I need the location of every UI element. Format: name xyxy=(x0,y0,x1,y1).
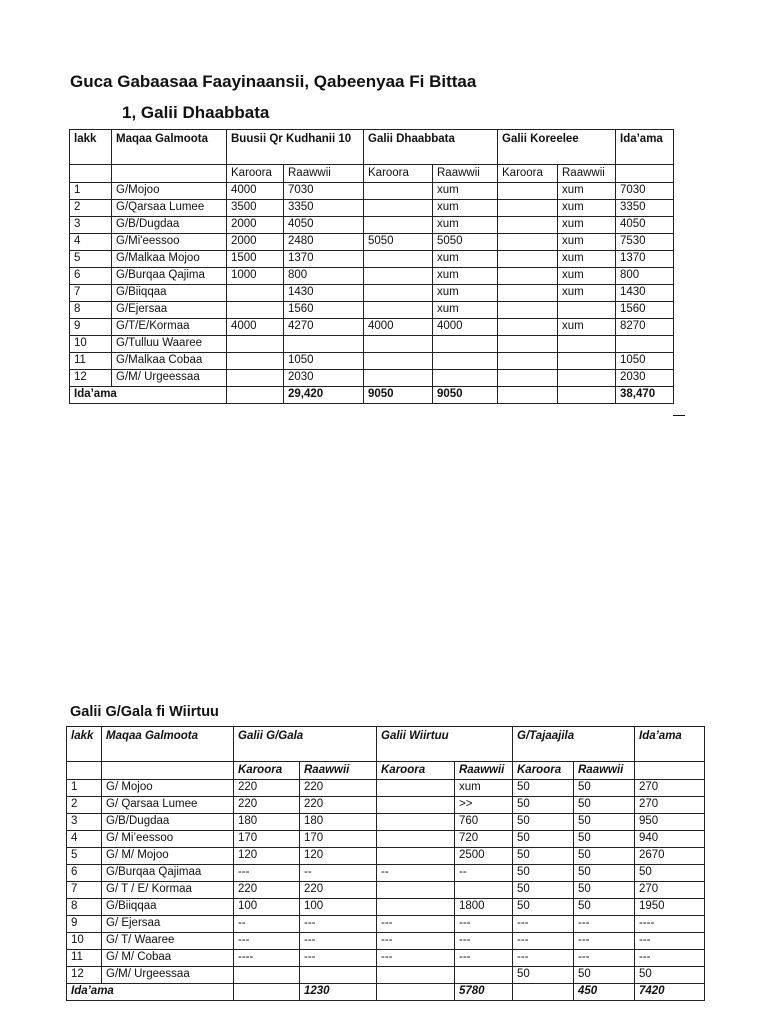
table-row xyxy=(67,950,705,967)
table-cell: --- xyxy=(574,916,635,933)
table-cell: 1000 xyxy=(227,268,284,285)
table-cell xyxy=(498,387,558,404)
row-number-cell: 10 xyxy=(70,336,112,353)
table-cell: 120 xyxy=(300,848,377,865)
total-label: Ida’ama xyxy=(70,387,227,404)
subheader-cell: Karoora xyxy=(498,165,558,183)
table-cell xyxy=(498,251,558,268)
office-name-cell: G/Mi'eessoo xyxy=(112,234,227,251)
table-cell xyxy=(498,353,558,370)
subheader-cell: Raawwii xyxy=(284,165,364,183)
table-cell xyxy=(364,370,433,387)
table-cell: 50 xyxy=(513,882,574,899)
table-row xyxy=(70,217,674,234)
table-cell xyxy=(498,268,558,285)
table-cell: --- xyxy=(455,916,513,933)
row-number-cell: 7 xyxy=(67,882,102,899)
table-cell xyxy=(227,302,284,319)
table-row xyxy=(70,268,674,285)
table-cell xyxy=(455,882,513,899)
table-cell: 220 xyxy=(300,797,377,814)
row-number-cell: 11 xyxy=(67,950,102,967)
table-cell: 450 xyxy=(574,984,635,1001)
header-cell: Ida’ama xyxy=(616,130,674,165)
table-cell: 4050 xyxy=(616,217,674,234)
income-table xyxy=(66,726,705,1001)
row-number-cell: 5 xyxy=(67,848,102,865)
table-cell: 7030 xyxy=(284,183,364,200)
table-cell: 50 xyxy=(574,780,635,797)
table-row xyxy=(67,831,705,848)
table-cell xyxy=(377,967,455,984)
table-cell: 760 xyxy=(455,814,513,831)
header-cell: Galii Wiirtuu xyxy=(377,727,513,762)
table-cell: 2480 xyxy=(284,234,364,251)
table-cell: --- xyxy=(300,933,377,950)
table-cell: 800 xyxy=(284,268,364,285)
table-subheader-row xyxy=(67,762,705,780)
office-name-cell: G/ M/ Cobaa xyxy=(102,950,234,967)
table-cell: 38,470 xyxy=(616,387,674,404)
table-cell xyxy=(558,302,616,319)
table-cell xyxy=(364,353,433,370)
header-cell: Maqaa Galmoota xyxy=(112,130,227,165)
table-cell xyxy=(227,387,284,404)
table-cell xyxy=(498,183,558,200)
table-cell: 800 xyxy=(616,268,674,285)
row-number-cell: 3 xyxy=(67,814,102,831)
table-row xyxy=(70,200,674,217)
table-cell xyxy=(284,336,364,353)
table-cell: 50 xyxy=(574,899,635,916)
table-cell: --- xyxy=(513,916,574,933)
row-number-cell: 11 xyxy=(70,353,112,370)
section-subtitle: 1, Galii Dhaabbata xyxy=(122,103,270,122)
table-cell: 2500 xyxy=(455,848,513,865)
table-cell: 220 xyxy=(300,780,377,797)
table-cell: xum xyxy=(433,217,498,234)
table-cell: 4270 xyxy=(284,319,364,336)
table-cell xyxy=(377,899,455,916)
table-row xyxy=(67,882,705,899)
table-cell: 2030 xyxy=(284,370,364,387)
table-cell xyxy=(364,217,433,234)
subheader-cell: Raawwii xyxy=(558,165,616,183)
table-cell: --- xyxy=(377,950,455,967)
office-name-cell: G/ T/ Waaree xyxy=(102,933,234,950)
row-number-cell: 4 xyxy=(70,234,112,251)
header-cell: Buusii Qr Kudhanii 10 xyxy=(227,130,364,165)
table-row xyxy=(70,336,674,353)
table-cell: 270 xyxy=(635,797,705,814)
table-cell: 9050 xyxy=(433,387,498,404)
section2-title: Galii G/Gala fi Wiirtuu xyxy=(70,704,219,720)
table-cell xyxy=(364,251,433,268)
table-cell: 120 xyxy=(234,848,300,865)
subheader-cell: Raawwii xyxy=(455,762,513,780)
table-cell: 940 xyxy=(635,831,705,848)
table-cell xyxy=(498,234,558,251)
office-name-cell: G/ M/ Mojoo xyxy=(102,848,234,865)
header-cell: Galii Dhaabbata xyxy=(364,130,498,165)
subheader-cell: Karoora xyxy=(234,762,300,780)
table-cell: 220 xyxy=(234,882,300,899)
table-cell xyxy=(498,302,558,319)
table-cell: --- xyxy=(574,950,635,967)
table-cell: 2030 xyxy=(616,370,674,387)
table-cell: 50 xyxy=(513,967,574,984)
table-cell: xum xyxy=(558,268,616,285)
table-cell: xum xyxy=(558,251,616,268)
subheader-cell: Karoora xyxy=(513,762,574,780)
row-number-cell: 12 xyxy=(70,370,112,387)
office-name-cell: G/ Mi’eessoo xyxy=(102,831,234,848)
table-cell: 4000 xyxy=(364,319,433,336)
office-name-cell: G/ Qarsaa Lumee xyxy=(102,797,234,814)
table-cell xyxy=(377,780,455,797)
table-row xyxy=(70,251,674,268)
table-cell: 50 xyxy=(513,899,574,916)
table-cell: 2000 xyxy=(227,234,284,251)
row-number-cell: 8 xyxy=(70,302,112,319)
table-cell: xum xyxy=(433,302,498,319)
header-cell xyxy=(102,762,234,780)
subheader-cell: Karoora xyxy=(377,762,455,780)
table-cell xyxy=(377,797,455,814)
table-cell xyxy=(377,984,455,1001)
table-cell: 100 xyxy=(300,899,377,916)
table-cell: 5780 xyxy=(455,984,513,1001)
table-cell: ---- xyxy=(635,916,705,933)
table-header-row xyxy=(70,130,674,165)
subheader-cell: Raawwii xyxy=(433,165,498,183)
table-cell: 50 xyxy=(513,865,574,882)
table-cell: 220 xyxy=(234,797,300,814)
table-cell xyxy=(498,217,558,234)
row-number-cell: 8 xyxy=(67,899,102,916)
table-cell xyxy=(513,984,574,1001)
table-cell xyxy=(227,370,284,387)
table-cell: 7530 xyxy=(616,234,674,251)
table-cell: --- xyxy=(234,933,300,950)
header-cell xyxy=(70,165,112,183)
table-cell: 180 xyxy=(300,814,377,831)
table-cell: 4000 xyxy=(227,183,284,200)
table-cell: 50 xyxy=(574,814,635,831)
table-row xyxy=(70,353,674,370)
table-cell xyxy=(364,200,433,217)
office-name-cell: G/Burqaa Qajima xyxy=(112,268,227,285)
table-cell: xum xyxy=(433,183,498,200)
header-cell xyxy=(112,165,227,183)
table-cell: 7420 xyxy=(635,984,705,1001)
office-name-cell: G/Tulluu Waaree xyxy=(112,336,227,353)
subheader-cell: Karoora xyxy=(227,165,284,183)
table-cell: 1370 xyxy=(284,251,364,268)
table-cell: 3350 xyxy=(284,200,364,217)
table-cell: 50 xyxy=(574,848,635,865)
table-row xyxy=(67,967,705,984)
revenue-table xyxy=(69,129,674,404)
office-name-cell: G/Ejersaa xyxy=(112,302,227,319)
table-row xyxy=(67,916,705,933)
table-cell: xum xyxy=(433,251,498,268)
table-row xyxy=(67,797,705,814)
table-row xyxy=(67,780,705,797)
table-cell xyxy=(364,268,433,285)
row-number-cell: 2 xyxy=(70,200,112,217)
table-cell: --- xyxy=(635,950,705,967)
table-cell xyxy=(455,967,513,984)
office-name-cell: G/Biiqqaa xyxy=(102,899,234,916)
table-cell xyxy=(498,336,558,353)
table-cell: 50 xyxy=(574,967,635,984)
row-number-cell: 5 xyxy=(70,251,112,268)
table-cell: 170 xyxy=(300,831,377,848)
table-cell xyxy=(364,183,433,200)
table-cell: 1560 xyxy=(284,302,364,319)
office-name-cell: G/Malkaa Mojoo xyxy=(112,251,227,268)
header-cell xyxy=(635,762,705,780)
office-name-cell: G/ Mojoo xyxy=(102,780,234,797)
table-cell xyxy=(364,285,433,302)
subheader-cell: Raawwii xyxy=(300,762,377,780)
table-cell xyxy=(558,336,616,353)
table-cell: -- xyxy=(300,865,377,882)
table-cell xyxy=(377,848,455,865)
table-row xyxy=(67,848,705,865)
table-cell: 50 xyxy=(513,797,574,814)
table-cell: 220 xyxy=(300,882,377,899)
row-number-cell: 1 xyxy=(67,780,102,797)
table-cell: 50 xyxy=(635,865,705,882)
header-cell: G/Tajaajila xyxy=(513,727,635,762)
table-cell: xum xyxy=(433,285,498,302)
header-cell: lakk xyxy=(70,130,112,165)
table-cell: 270 xyxy=(635,882,705,899)
table-cell xyxy=(377,882,455,899)
table-cell: 50 xyxy=(513,831,574,848)
row-number-cell: 9 xyxy=(70,319,112,336)
table-cell xyxy=(433,336,498,353)
table-cell: xum xyxy=(558,217,616,234)
table-cell: 1050 xyxy=(616,353,674,370)
row-number-cell: 12 xyxy=(67,967,102,984)
office-name-cell: G/Mojoo xyxy=(112,183,227,200)
table-cell xyxy=(558,370,616,387)
office-name-cell: G/Burqaa Qajimaa xyxy=(102,865,234,882)
table-cell: 50 xyxy=(635,967,705,984)
table-cell: -- xyxy=(234,916,300,933)
table-cell: 1500 xyxy=(227,251,284,268)
table-cell xyxy=(300,967,377,984)
table-cell: 50 xyxy=(574,831,635,848)
table-cell: --- xyxy=(513,933,574,950)
table-row xyxy=(67,865,705,882)
table-cell: 100 xyxy=(234,899,300,916)
total-row xyxy=(70,387,674,404)
subheader-cell: Karoora xyxy=(364,165,433,183)
table-cell: xum xyxy=(433,200,498,217)
table-cell: 2670 xyxy=(635,848,705,865)
table-cell: 5050 xyxy=(364,234,433,251)
header-cell: Ida’ama xyxy=(635,727,705,762)
office-name-cell: G/T/E/Kormaa xyxy=(112,319,227,336)
office-name-cell: G/M/ Urgeessaa xyxy=(112,370,227,387)
table-cell: 4000 xyxy=(227,319,284,336)
table-cell: --- xyxy=(300,916,377,933)
office-name-cell: G/Malkaa Cobaa xyxy=(112,353,227,370)
office-name-cell: G/Qarsaa Lumee xyxy=(112,200,227,217)
header-cell: Maqaa Galmoota xyxy=(102,727,234,762)
table-cell xyxy=(498,200,558,217)
table-row xyxy=(70,183,674,200)
table-cell xyxy=(558,387,616,404)
table-cell: 50 xyxy=(513,780,574,797)
header-cell xyxy=(616,165,674,183)
table-cell: xum xyxy=(558,183,616,200)
table-cell: 180 xyxy=(234,814,300,831)
table-cell xyxy=(227,285,284,302)
table-cell: -- xyxy=(455,865,513,882)
table-cell: xum xyxy=(558,285,616,302)
table-cell: 50 xyxy=(574,797,635,814)
table-cell: 1950 xyxy=(635,899,705,916)
table-cell: 1430 xyxy=(284,285,364,302)
table-cell xyxy=(234,984,300,1001)
table-cell: ---- xyxy=(234,950,300,967)
table-cell: --- xyxy=(574,933,635,950)
header-cell: lakk xyxy=(67,727,102,762)
table-cell: 1050 xyxy=(284,353,364,370)
table-subheader-row xyxy=(70,165,674,183)
table-header-row xyxy=(67,727,705,762)
row-number-cell: 10 xyxy=(67,933,102,950)
table-cell: -- xyxy=(377,865,455,882)
table-cell: >> xyxy=(455,797,513,814)
table-cell: 50 xyxy=(574,882,635,899)
row-number-cell: 7 xyxy=(70,285,112,302)
table-cell: 4000 xyxy=(433,319,498,336)
table-cell: xum xyxy=(455,780,513,797)
table-cell xyxy=(433,370,498,387)
table-cell: --- xyxy=(455,933,513,950)
table-cell: 950 xyxy=(635,814,705,831)
table-cell: 270 xyxy=(635,780,705,797)
table-cell xyxy=(498,285,558,302)
office-name-cell: G/ Ejersaa xyxy=(102,916,234,933)
header-cell: Galii G/Gala xyxy=(234,727,377,762)
header-cell: Galii Koreelee xyxy=(498,130,616,165)
table-cell: xum xyxy=(433,268,498,285)
table-cell: 1800 xyxy=(455,899,513,916)
table-cell xyxy=(616,336,674,353)
table-cell xyxy=(364,302,433,319)
table-cell: 4050 xyxy=(284,217,364,234)
table-cell: --- xyxy=(377,916,455,933)
row-number-cell: 4 xyxy=(67,831,102,848)
total-row xyxy=(67,984,705,1001)
table-row xyxy=(67,933,705,950)
table-cell: 3350 xyxy=(616,200,674,217)
table-cell: 1560 xyxy=(616,302,674,319)
table-cell: 9050 xyxy=(364,387,433,404)
table-cell: --- xyxy=(455,950,513,967)
table-cell: 50 xyxy=(513,848,574,865)
table-row xyxy=(70,370,674,387)
page-title: Guca Gabaasaa Faayinaansii, Qabeenyaa Fi Bittaa xyxy=(70,72,477,91)
table-cell xyxy=(227,336,284,353)
table-cell: 7030 xyxy=(616,183,674,200)
table-cell: 720 xyxy=(455,831,513,848)
table-cell: 220 xyxy=(234,780,300,797)
table-cell xyxy=(498,319,558,336)
table-cell: --- xyxy=(377,933,455,950)
table-cell: 1230 xyxy=(300,984,377,1001)
office-name-cell: G/ T / E/ Kormaa xyxy=(102,882,234,899)
table-cell: 50 xyxy=(574,865,635,882)
table-cell: xum xyxy=(558,200,616,217)
office-name-cell: G/Biiqqaa xyxy=(112,285,227,302)
row-number-cell: 9 xyxy=(67,916,102,933)
table-cell xyxy=(433,353,498,370)
row-number-cell: 2 xyxy=(67,797,102,814)
row-number-cell: 6 xyxy=(70,268,112,285)
table-cell xyxy=(234,967,300,984)
table-row xyxy=(67,814,705,831)
table-cell: --- xyxy=(234,865,300,882)
table-row xyxy=(67,899,705,916)
table-cell: 8270 xyxy=(616,319,674,336)
subheader-cell: Raawwii xyxy=(574,762,635,780)
table-cell: --- xyxy=(513,950,574,967)
table-cell xyxy=(377,831,455,848)
office-name-cell: G/M/ Urgeessaa xyxy=(102,967,234,984)
row-number-cell: 6 xyxy=(67,865,102,882)
table-cell: --- xyxy=(300,950,377,967)
row-number-cell: 1 xyxy=(70,183,112,200)
table-cell: xum xyxy=(558,234,616,251)
table-cell xyxy=(227,353,284,370)
table-cell xyxy=(558,353,616,370)
row-number-cell: 3 xyxy=(70,217,112,234)
header-cell xyxy=(67,762,102,780)
table-row xyxy=(70,302,674,319)
table-cell: 2000 xyxy=(227,217,284,234)
table-cell: 1370 xyxy=(616,251,674,268)
table-cell: 29,420 xyxy=(284,387,364,404)
table-cell: 170 xyxy=(234,831,300,848)
table-cell xyxy=(498,370,558,387)
table-cell: --- xyxy=(635,933,705,950)
table-cell: 1430 xyxy=(616,285,674,302)
office-name-cell: G/B/Dugdaa xyxy=(102,814,234,831)
table-row xyxy=(70,234,674,251)
office-name-cell: G/B/Dugdaa xyxy=(112,217,227,234)
table-cell: 3500 xyxy=(227,200,284,217)
table-cell xyxy=(364,336,433,353)
table-cell: 50 xyxy=(513,814,574,831)
total-label: Ida’ama xyxy=(67,984,234,1001)
table-row xyxy=(70,319,674,336)
table-cell: xum xyxy=(558,319,616,336)
table-cell: 5050 xyxy=(433,234,498,251)
dash-mark xyxy=(673,415,685,416)
table-cell xyxy=(377,814,455,831)
table-row xyxy=(70,285,674,302)
